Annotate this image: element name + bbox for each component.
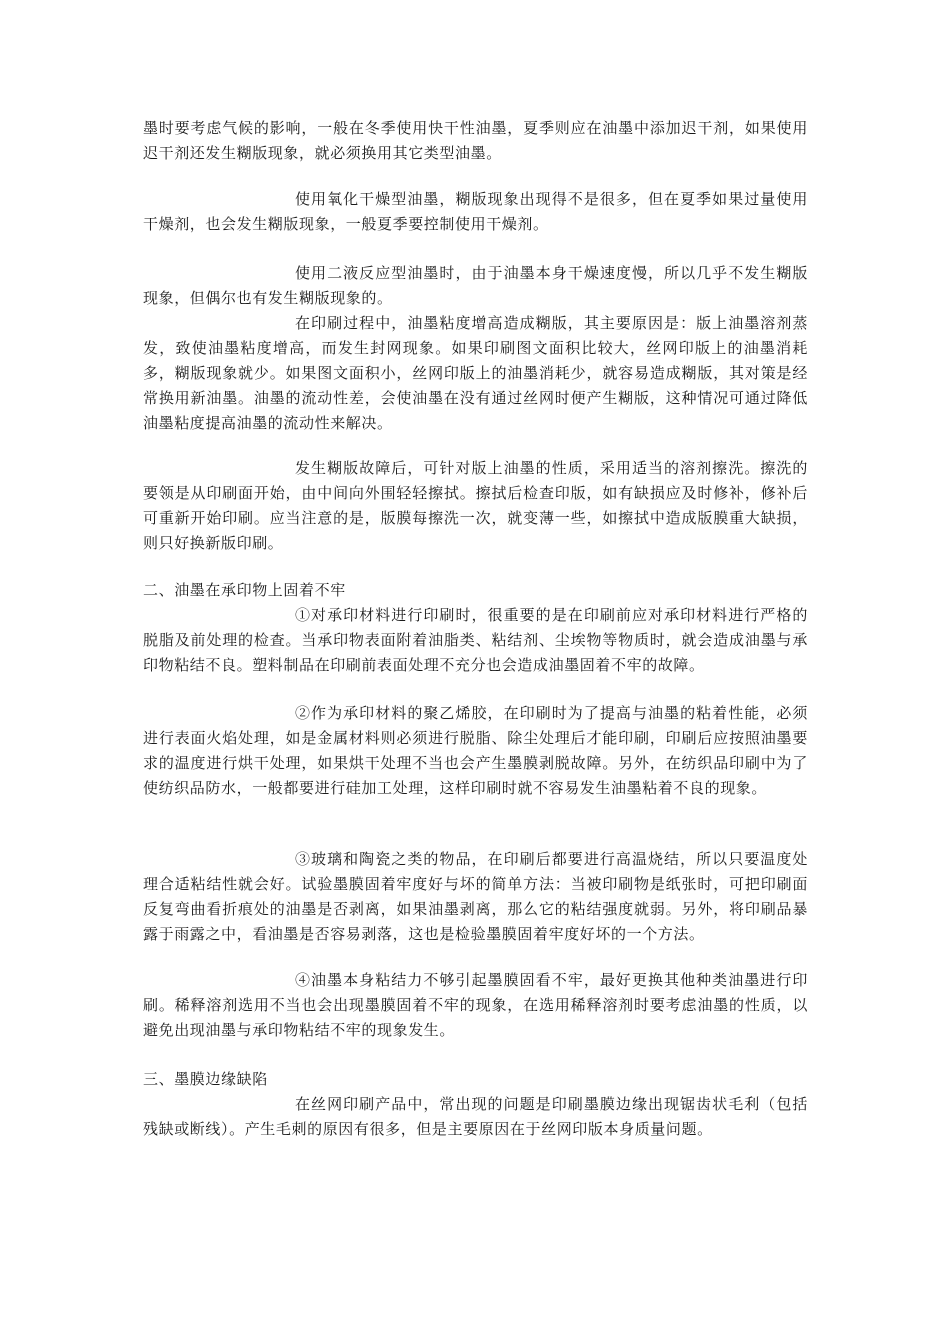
section-heading-edge-defects: 三、墨膜边缘缺陷 [143, 1070, 268, 1088]
paragraph-viscosity-increase: 在印刷过程中，油墨粘度增高造成糊版，其主要原因是：版上油墨溶剂蒸发，致使油墨粘度增高，而发生封网现象。如果印刷图文面积比较大，丝网印版上的油墨消耗多，糊版现象就少。如果图文面积小，丝网印版上的油墨消耗少，就容易造成糊版，其对策是经常换用新油墨。油墨的流动性差，会使油墨在没有通过丝网时便产生糊版，这种情况可通过降低油墨粘度提高油墨的流动性来解决。 [143, 314, 808, 432]
paragraph-cleaning-screen: 发生糊版故障后，可针对版上油墨的性质，采用适当的溶剂擦洗。擦洗的要领是从印刷面开始，由中间向外围轻轻擦拭。擦拭后检查印版，如有缺损应及时修补，修补后可重新开始印刷。应当注意的是，版膜每擦洗一次，就变薄一些，如擦拭中造成版膜重大缺损，则只好换新版印刷。 [143, 459, 808, 552]
paragraph-two-part-ink: 使用二液反应型油墨时，由于油墨本身干燥速度慢，所以几乎不发生糊版现象，但偶尔也有发生糊版现象的。 [143, 264, 808, 307]
section-heading-adhesion: 二、油墨在承印物上固着不牢 [143, 581, 346, 599]
paragraph-oxidation-ink: 使用氧化干燥型油墨，糊版现象出现得不是很多，但在夏季如果过量使用干燥剂，也会发生糊版现象，一般夏季要控制使用干燥剂。 [143, 190, 808, 233]
paragraph-edge-defects: 在丝网印刷产品中，常出现的问题是印刷墨膜边缘出现锯齿状毛利（包括残缺或断线）。产生毛刺的原因有很多，但是主要原因在于丝网印版本身质量问题。 [143, 1095, 808, 1138]
paragraph-adhesion-3: ③玻璃和陶瓷之类的物品，在印刷后都要进行高温烧结，所以只要温度处理合适粘结性就会好。试验墨膜固着牢度好与坏的简单方法：当被印刷物是纸张时，可把印刷面反复弯曲看折痕处的油墨是否剥离，如果油墨剥离，那么它的粘结强度就弱。另外，将印刷品暴露于雨露之中，看油墨是否容易剥落，这也是检验墨膜固着牢度好坏的一个方法。 [143, 850, 808, 943]
paragraph-adhesion-4: ④油墨本身粘结力不够引起墨膜固看不牢，最好更换其他种类油墨进行印刷。稀释溶剂选用不当也会出现墨膜固着不牢的现象，在选用稀释溶剂时要考虑油墨的性质，以避免出现油墨与承印物粘结不牢的现象发生。 [143, 971, 808, 1039]
paragraph-drying-climate: 墨时要考虑气候的影响，一般在冬季使用快干性油墨，夏季则应在油墨中添加迟干剂，如果使用迟干剂还发生糊版现象，就必须换用其它类型油墨。 [143, 119, 808, 162]
paragraph-adhesion-1: ①对承印材料进行印刷时，很重要的是在印刷前应对承印材料进行严格的脱脂及前处理的检查。当承印物表面附着油脂类、粘结剂、尘埃物等物质时，就会造成油墨与承印物粘结不良。塑料制品在印刷前表面处理不充分也会造成油墨固着不牢的故障。 [143, 606, 808, 674]
paragraph-adhesion-2: ②作为承印材料的聚乙烯胶，在印刷时为了提高与油墨的粘着性能，必须进行表面火焰处理，如是金属材料则必须进行脱脂、除尘处理后才能印刷，印刷后应按照油墨要求的温度进行烘干处理，如果烘干处理不当也会产生墨膜剥脱故障。另外，在纺织品印刷中为了使纺织品防水，一般都要进行硅加工处理，这样印刷时就不容易发生油墨粘着不良的现象。 [143, 704, 808, 797]
